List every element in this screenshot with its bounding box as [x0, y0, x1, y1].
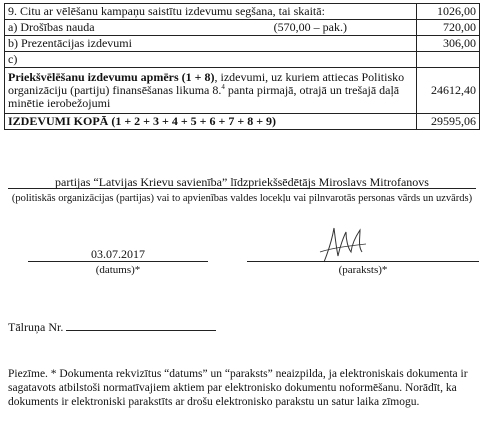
row-label: b) Prezentācijas izdevumi: [5, 36, 417, 52]
row-amount: 1026,00: [417, 4, 480, 20]
row-label: [5, 20, 417, 36]
pre-election-label: [5, 68, 417, 114]
table-row: [5, 36, 480, 52]
signature-caption: (paraksts)*: [338, 264, 388, 276]
total-amount: 29595,06: [417, 114, 480, 130]
phone-blank-line: [66, 318, 216, 331]
expenses-table: [4, 3, 480, 130]
table-row: [5, 4, 480, 20]
row-label: c): [5, 52, 417, 68]
signatory-name: partijas “Latvijas Krievu savienība” līdzpriekšsēdētājs Miroslavs Mitrofanovs: [8, 175, 476, 189]
pre-election-bold: Priekšvēlēšanu izdevumu apmērs (1 + 8): [8, 70, 215, 84]
signature-field: [247, 247, 479, 276]
table-row: [5, 20, 480, 36]
row-amount: 720,00: [417, 20, 480, 36]
row-note: (570,00 – pak.): [273, 20, 347, 34]
signature-line: [247, 247, 479, 262]
row-label-text: a) Drošības nauda: [8, 20, 95, 34]
pre-election-text: , izdevumi, uz kuriem attiecas Politisko organizāciju (partiju) finansēšanas likuma 8.: [8, 70, 405, 97]
total-label: IZDEVUMI KOPĀ (1 + 2 + 3 + 4 + 5 + 6 + 7 + 8 + 9): [5, 114, 417, 130]
date-value: 03.07.2017: [28, 247, 208, 262]
date-caption: (datums)*: [95, 264, 141, 276]
row-amount: [417, 52, 480, 68]
pre-election-sup: 4: [221, 83, 225, 91]
table-row: [5, 52, 480, 68]
pre-election-amount: 24612,40: [417, 68, 480, 114]
signatory-name-field: [8, 175, 476, 189]
signatory-caption: (politiskās organizācijas (partijas) vai to apvienības valdes locekļu vai pilnvarotās personas vārds un uzvārds): [11, 193, 473, 204]
phone-field: [8, 318, 216, 335]
footnote: Piezīme. * Dokumenta rekvizītus “datums” un “paraksts” neaizpilda, ja elektroniskais dokumenta ir sagatavots atbilstoši normatīvajiem aktiem par elektronisko dokumentu noformēšanu. Norādīt, ka dokuments ir elektroniski parakstīts ar drošu elektronisko parakstu un satur laika zīmogu.: [8, 368, 468, 408]
phone-label: Tālruņa Nr.: [8, 320, 64, 334]
row-label: 9. Citu ar vēlēšanu kampaņu saistītu izdevumu segšana, tai skaitā:: [5, 4, 417, 20]
row-amount: 306,00: [417, 36, 480, 52]
table-row-total: [5, 114, 480, 130]
table-row-pre-election: [5, 68, 480, 114]
date-field: [28, 247, 208, 276]
pre-election-tail: panta pirmajā, otrajā un trešajā daļā minētie ierobežojumi: [8, 83, 400, 110]
